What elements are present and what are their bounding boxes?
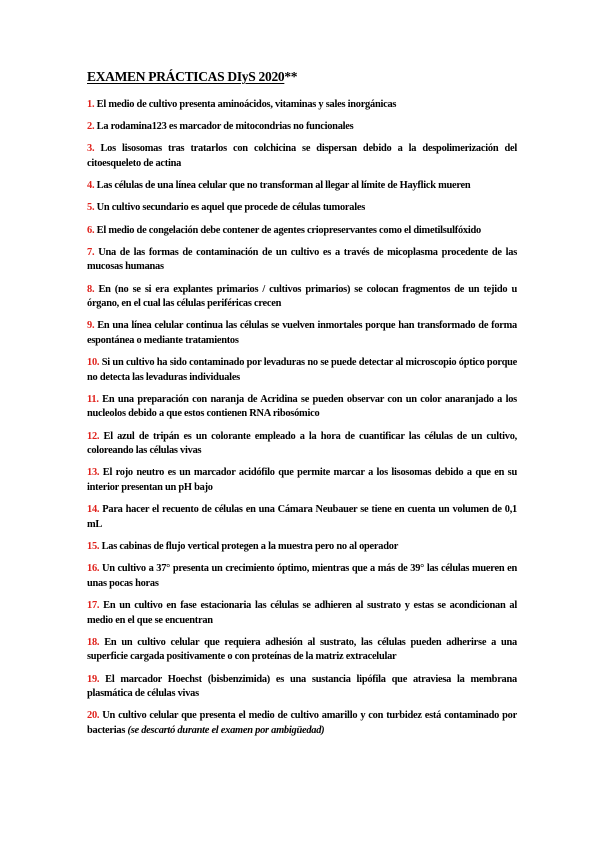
question-item (87, 179, 517, 194)
title-suffix: ** (284, 69, 298, 84)
question-number: 5. (87, 202, 95, 214)
question-item (87, 393, 517, 422)
question-text: Un cultivo celular que presenta el medio de cultivo amarillo y con turbidez está contaminado por bacterias (87, 710, 517, 736)
question-item (87, 319, 517, 348)
question-note: (se descartó durante el examen por ambigüedad) (127, 724, 325, 736)
question-text: Un cultivo a 37° presenta un crecimiento óptimo, mientras que a más de 39° las células mueren en unas pocas horas (87, 563, 517, 589)
question-item (87, 201, 517, 216)
question-number: 16. (87, 563, 100, 575)
question-item (87, 636, 517, 665)
question-item (87, 430, 517, 459)
title-text: EXAMEN PRÁCTICAS DIyS 2020 (87, 69, 285, 84)
question-item (87, 503, 517, 532)
document-title (87, 68, 517, 86)
question-item (87, 562, 517, 591)
question-number: 4. (87, 180, 95, 192)
question-item (87, 540, 517, 555)
question-number: 1. (87, 99, 95, 110)
question-text: Las cabinas de flujo vertical protegen a la muestra pero no al operador (101, 540, 399, 552)
question-number: 10. (87, 357, 100, 369)
question-number: 12. (87, 430, 100, 442)
question-item (87, 283, 517, 312)
question-text: El marcador Hoechst (bisbenzimida) es una sustancia lipófila que atraviesa la membrana plasmática de células vivas (87, 673, 517, 700)
question-number: 18. (87, 636, 100, 648)
question-number: 19. (87, 673, 100, 685)
question-text: En un cultivo celular que requiera adhesión al sustrato, las células pueden adherirse a una superficie cargada positivamente o con proteínas de la matriz extracelular (87, 636, 517, 663)
question-number: 13. (87, 467, 100, 479)
question-text: El medio de cultivo presenta aminoácidos, vitaminas y sales inorgánicas (96, 99, 397, 110)
question-number: 20. (87, 710, 100, 722)
question-text: Si un cultivo ha sido contaminado por levaduras no se puede detectar al microscopio óptico porque no detecta las levaduras individuales (87, 357, 517, 383)
question-text: El rojo neutro es un marcador acidófilo que permite marcar a los lisosomas debido a que en su interior presentan un pH bajo (87, 467, 517, 493)
question-number: 9. (87, 320, 95, 332)
question-number: 8. (87, 283, 95, 295)
question-number: 7. (87, 246, 95, 258)
question-item (87, 142, 517, 171)
question-text: En (no se si era explantes primarios / cultivos primarios) se colocan fragmentos de un tejido u órgano, en el cual las células periféricas crecen (87, 283, 517, 310)
question-item (87, 224, 517, 239)
document-page (87, 68, 517, 746)
question-text: El azul de tripán es un colorante empleado a la hora de cuantificar las células de un cultivo, coloreando las células vivas (87, 430, 517, 457)
question-number: 15. (87, 540, 100, 552)
question-number: 3. (87, 143, 95, 155)
question-item (87, 356, 517, 385)
question-text: La rodamina123 es marcador de mitocondrias no funcionales (96, 121, 354, 133)
question-item (87, 120, 517, 135)
question-number: 11. (87, 393, 99, 405)
question-text: En una preparación con naranja de Acridina se pueden observar con un color anaranjado a los nucleolos debido a que estos contienen RNA ribosómico (87, 393, 517, 420)
question-number: 6. (87, 224, 95, 236)
question-item (87, 599, 517, 628)
question-text: El medio de congelación debe contener de agentes criopreservantes como el dimetilsulfóxido (96, 224, 481, 236)
question-text: Un cultivo secundario es aquel que procede de células tumorales (96, 202, 366, 214)
question-number: 14. (87, 504, 100, 516)
question-item (87, 673, 517, 702)
question-number: 2. (87, 121, 95, 133)
question-text: Los lisosomas tras tratarlos con colchicina se dispersan debido a la despolimerización del citoesqueleto de actina (87, 143, 517, 169)
question-text: En un cultivo en fase estacionaria las células se adhieren al sustrato y estas se acondicionan al medio en el que se encuentran (87, 599, 517, 626)
question-list (87, 98, 517, 738)
question-item (87, 246, 517, 275)
question-text: Las células de una línea celular que no transforman al llegar al límite de Hayflick mueren (96, 180, 471, 192)
question-number: 17. (87, 599, 100, 611)
question-item (87, 98, 517, 113)
question-text: Para hacer el recuento de células en una Cámara Neubauer se tiene en cuenta un volumen de 0,1 mL (87, 504, 517, 530)
question-text: En una línea celular continua las células se vuelven inmortales porque han transformado de forma espontánea o mediante tratamientos (87, 320, 517, 346)
question-text: Una de las formas de contaminación de un cultivo es a través de micoplasma procedente de las mucosas humanas (87, 246, 517, 273)
question-item (87, 466, 517, 495)
question-item (87, 709, 517, 738)
